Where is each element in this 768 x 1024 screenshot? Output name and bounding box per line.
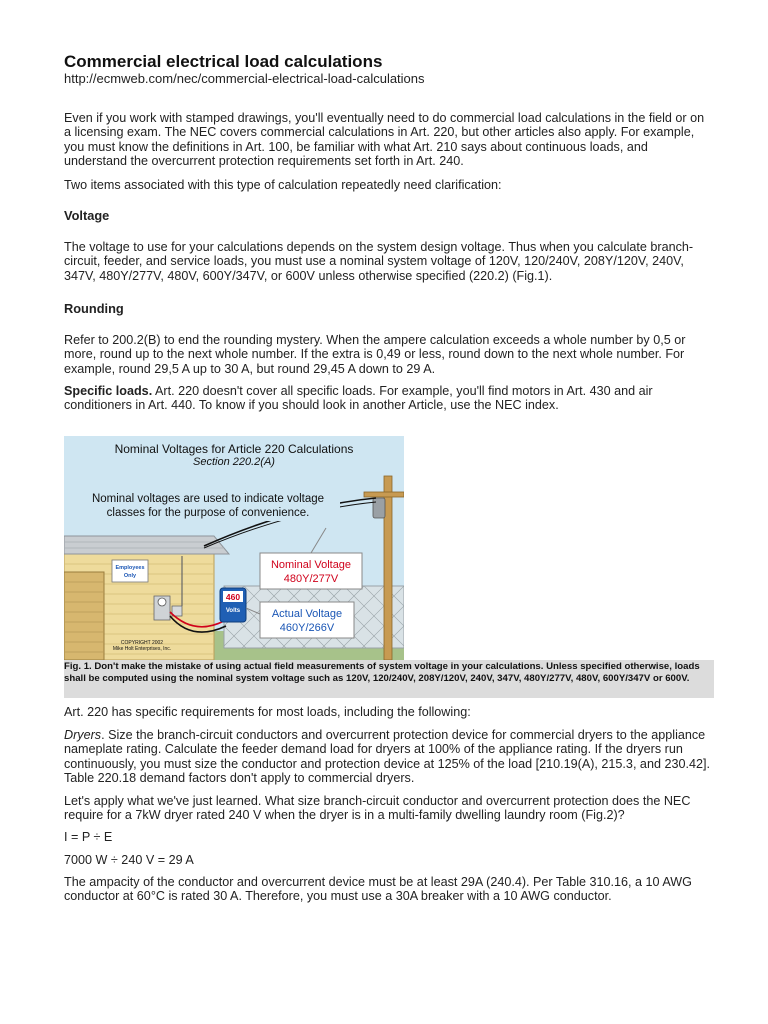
art220-paragraph: Art. 220 has specific requirements for most loads, including the following:: [64, 705, 471, 719]
figure-copyright-line-1: COPYRIGHT 2002: [120, 640, 164, 646]
meter-unit: Volts: [225, 608, 241, 614]
conclusion-paragraph: The ampacity of the conductor and overcurrent device must be at least 29A (240.4). Per Table 310.16, a 10 AWG conductor at 60°C is rated 30 A. Therefore, you must use a 30A breaker with a 10 AWG conductor.: [64, 875, 692, 904]
figure-note-line-1: Nominal voltages are used to indicate voltage: [91, 493, 325, 505]
source-url: http://ecmweb.com/nec/commercial-electrical-load-calculations: [64, 71, 425, 86]
nominal-voltage-value: 480Y/277V: [283, 573, 339, 585]
figure-copyright-line-2: Mike Holt Enterprises, Inc.: [112, 646, 172, 652]
formula: I = P ÷ E: [64, 830, 113, 844]
intro-paragraph: Even if you work with stamped drawings, you'll eventually need to do commercial load calculations in the field or on a licensing exam. The NEC covers commercial calculations in Art. 220, but other articles also apply. For example, you must know the definitions in Art. 100, be familiar with what Art. 210 says about continuous loads, and understand the overcurrent protection requirements set forth in Art. 240.: [64, 111, 705, 169]
figure-1-illustration: [64, 436, 404, 660]
dryers-label: Dryers: [64, 728, 102, 742]
sign-line-2: Only: [123, 573, 137, 579]
nominal-voltage-label: Nominal Voltage: [270, 559, 352, 571]
actual-voltage-value: 460Y/266V: [279, 622, 335, 634]
two-items-paragraph: Two items associated with this type of calculation repeatedly need clarification:: [64, 178, 502, 192]
figure-note-line-2: classes for the purpose of convenience.: [106, 507, 310, 519]
apply-paragraph: Let's apply what we've just learned. What size branch-circuit conductor and overcurrent protection does the NEC require for a 7kW dryer rated 240 V when the dryer is in a multi-family dwelling laundry room (Fig.2)?: [64, 794, 691, 823]
rounding-heading: Rounding: [64, 301, 124, 316]
sign-line-1: Employees: [115, 565, 145, 571]
electric-meter-icon: [158, 598, 166, 606]
specific-loads-paragraph: [64, 384, 714, 413]
figure-title: Nominal Voltages for Article 220 Calculations: [114, 442, 354, 456]
actual-voltage-label: Actual Voltage: [271, 608, 343, 620]
dryers-text: . Size the branch-circuit conductors and overcurrent protection device for commercial dryers to the appliance nameplate rating. Calculate the feeder demand load for dryers at 100% of the appliance rating. If the dryers run continuously, you must size the conductor and protection device at 125% of the load [210.19(A), 215.3, and 230.42]. Table 220.18 demand factors don't apply to commercial dryers.: [64, 728, 710, 786]
transformer: [373, 498, 385, 518]
specific-loads-text: Art. 220 doesn't cover all specific loads. For example, you'll find motors in Art. 430 and air conditioners in Art. 440. To know if you should look in another Article, use the NEC index.: [64, 384, 653, 413]
voltage-heading: Voltage: [64, 208, 110, 223]
dryers-paragraph: [64, 728, 714, 786]
figure-caption: Fig. 1. Don't make the mistake of using actual field measurements of system voltage in your calculations. Unless specified otherwise, loads shall be computed using the nominal system voltage such as 120V, 120/240V, 208Y/120V, 240V, 347V, 480Y/277V, 480V, 600Y/347V or 600V.: [64, 661, 700, 684]
figure-1-svg: [64, 436, 404, 660]
meter-reading: 460: [225, 592, 241, 602]
figure-section: Section 220.2(A): [193, 456, 275, 468]
calculation: 7000 W ÷ 240 V = 29 A: [64, 853, 194, 867]
specific-loads-label: Specific loads.: [64, 384, 153, 398]
voltage-paragraph: The voltage to use for your calculations depends on the system design voltage. Thus when you calculate branch-circuit, feeder, and service loads, you must use a nominal system voltage of 120V, 120/240V, 208Y/120V, 240V, 347V, 480Y/277V, 480V, 600Y/347V, or 600V unless otherwise specified (220.2) (Fig.1).: [64, 240, 694, 283]
page-title: Commercial electrical load calculations: [64, 52, 383, 71]
rounding-paragraph: Refer to 200.2(B) to end the rounding mystery. When the ampere calculation exceeds a whole number by 0,5 or more, round up to the next whole number. If the extra is 0,49 or less, round down to the next whole number. For example, round 29,5 A up to 30 A, but round 29,45 A down to 29 A.: [64, 333, 686, 376]
